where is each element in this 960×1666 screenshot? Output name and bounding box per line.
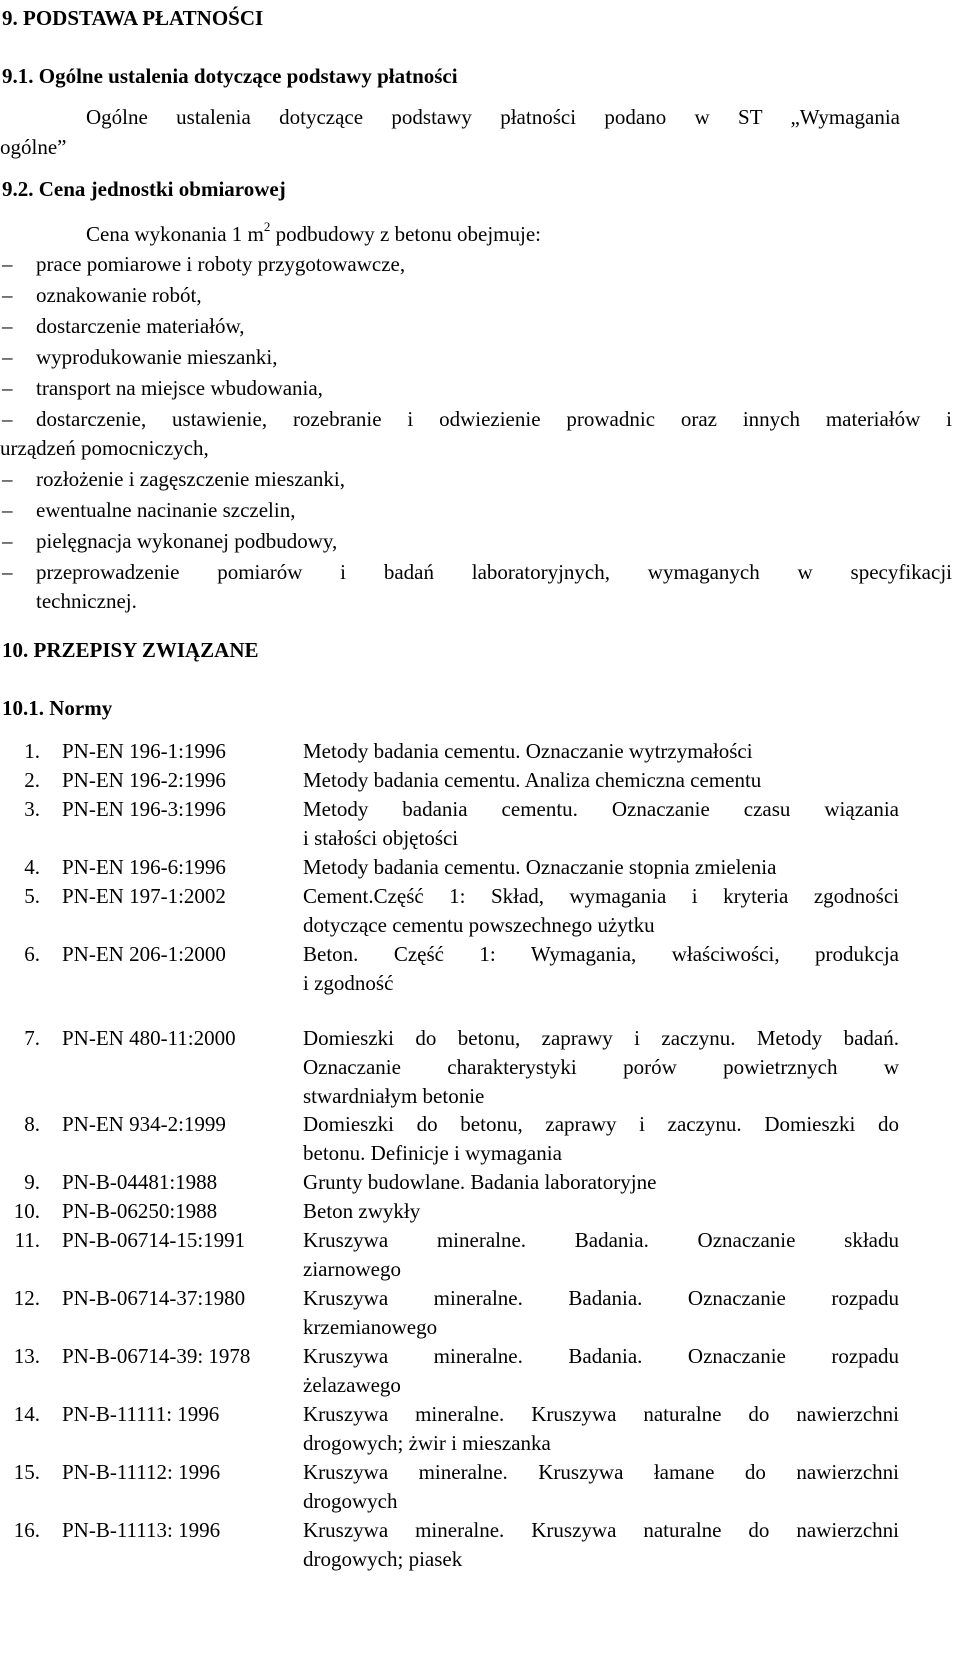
norm-description: Kruszywa mineralne. Kruszywa naturalne do nawierzchni drogowych; żwir i mieszanka [303, 1402, 899, 1455]
norm-code: PN-EN 196-3:1996 [62, 797, 226, 821]
norm-description: Grunty budowlane. Badania laboratoryjne [303, 1170, 657, 1194]
norm-number: 6. [24, 942, 40, 966]
dash-marker: – [2, 345, 13, 369]
norm-description: Domieszki do betonu, zaprawy i zaczynu. Metody badań. Oznaczanie charakterystyki porów powietrznych w stwardniałym betonie [303, 1026, 899, 1108]
norm-description: Kruszywa mineralne. Kruszywa łamane do nawierzchni drogowych [303, 1460, 899, 1513]
intro-superscript: 2 [263, 219, 271, 234]
list-item: – ewentualne nacinanie szczelin, [0, 496, 952, 525]
norm-number: 5. [24, 884, 40, 908]
list-item: – przeprowadzenie pomiarów i badań laboratoryjnych, wymaganych w specyfikacji technicznej. [2, 560, 952, 613]
norm-number: 13. [13, 1344, 40, 1368]
dash-marker: – [2, 560, 13, 584]
norm-number: 1. [24, 739, 40, 763]
list-item: – prace pomiarowe i roboty przygotowawcze, [0, 250, 952, 279]
dash-marker: – [2, 529, 13, 553]
norm-number: 4. [24, 855, 40, 879]
section-9-2-intro [86, 220, 541, 249]
norm-number: 16. [13, 1518, 40, 1542]
section-9-2-heading: 9.2. Cena jednostki obmiarowej [2, 177, 286, 201]
price-components-list [0, 250, 952, 618]
norm-code: PN-B-11111: 1996 [62, 1402, 220, 1426]
norm-code: PN-B-06714-15:1991 [62, 1228, 246, 1252]
norm-number: 12. [13, 1286, 40, 1310]
list-item: – dostarczenie, ustawienie, rozebranie i odwiezienie prowadnic oraz innych materiałów i urządzeń pomocniczych, [0, 407, 952, 460]
intro-text-pre: Cena wykonania 1 m [86, 222, 264, 246]
list-item: – transport na miejsce wbudowania, [0, 374, 952, 403]
norm-code: PN-B-06250:1988 [62, 1199, 218, 1223]
dash-marker: – [2, 314, 13, 338]
section-9-heading: 9. PODSTAWA PŁATNOŚCI [2, 6, 264, 30]
list-item: – dostarczenie materiałów, [0, 312, 952, 341]
section-9-1-text-line-2: ogólne” [0, 135, 67, 159]
norm-description: Beton. Część 1: Wymagania, właściwości, produkcja i zgodność [303, 942, 899, 995]
norm-code: PN-EN 480-11:2000 [62, 1026, 236, 1050]
norm-number: 10. [13, 1199, 40, 1223]
norm-code: PN-B-06714-39: 1978 [62, 1344, 251, 1368]
norm-code: PN-EN 206-1:2000 [62, 942, 226, 966]
norm-description: Kruszywa mineralne. Badania. Oznaczanie rozpadu krzemianowego [303, 1286, 899, 1339]
section-10-1-heading: 10.1. Normy [2, 696, 113, 720]
norm-description: Metody badania cementu. Oznaczanie stopnia zmielenia [303, 855, 777, 879]
dash-marker: – [2, 407, 13, 431]
dash-marker: – [2, 498, 13, 522]
norm-number: 8. [24, 1112, 40, 1136]
list-item: – rozłożenie i zagęszczenie mieszanki, [0, 465, 952, 494]
norm-number: 9. [24, 1170, 40, 1194]
section-10-heading: 10. PRZEPISY ZWIĄZANE [2, 638, 259, 662]
norm-code: PN-B-04481:1988 [62, 1170, 218, 1194]
dash-marker: – [2, 252, 13, 276]
intro-text-post: podbudowy z betonu obejmuje: [270, 222, 541, 246]
norm-number: 7. [24, 1026, 40, 1050]
norm-description: Metody badania cementu. Analiza chemiczna cementu [303, 768, 762, 792]
norm-code: PN-B-06714-37:1980 [62, 1286, 246, 1310]
section-9-1-text-line-1: Ogólne ustalenia dotyczące podstawy płatności podano w ST „Wymagania [86, 105, 900, 129]
norm-description: Metody badania cementu. Oznaczanie czasu wiązania i stałości objętości [303, 797, 899, 850]
norm-code: PN-EN 934-2:1999 [62, 1112, 226, 1136]
norm-code: PN-EN 196-2:1996 [62, 768, 226, 792]
dash-marker: – [2, 467, 13, 491]
norm-number: 11. [14, 1228, 40, 1252]
norm-number: 2. [24, 768, 40, 792]
norm-code: PN-EN 196-6:1996 [62, 855, 226, 879]
norm-number: 15. [13, 1460, 40, 1484]
dash-marker: – [2, 283, 13, 307]
list-item: – oznakowanie robót, [0, 281, 952, 310]
norm-number: 14. [13, 1402, 40, 1426]
norm-description: Kruszywa mineralne. Kruszywa naturalne do nawierzchni drogowych; piasek [303, 1518, 899, 1571]
norm-number: 3. [24, 797, 40, 821]
norm-description: Cement.Część 1: Skład, wymagania i kryteria zgodności dotyczące cementu powszechnego użytku [303, 884, 899, 937]
section-9-1-heading: 9.1. Ogólne ustalenia dotyczące podstawy płatności [2, 64, 458, 88]
norm-description: Kruszywa mineralne. Badania. Oznaczanie rozpadu żelazawego [303, 1344, 899, 1397]
list-item: – wyprodukowanie mieszanki, [0, 343, 952, 372]
norm-description: Domieszki do betonu, zaprawy i zaczynu. Domieszki do betonu. Definicje i wymagania [303, 1112, 899, 1165]
norm-code: PN-EN 197-1:2002 [62, 884, 226, 908]
norm-code: PN-EN 196-1:1996 [62, 739, 226, 763]
norm-description: Metody badania cementu. Oznaczanie wytrzymałości [303, 739, 753, 763]
norm-code: PN-B-11112: 1996 [62, 1460, 221, 1484]
list-item: – pielęgnacja wykonanej podbudowy, [0, 527, 952, 556]
norm-code: PN-B-11113: 1996 [62, 1518, 221, 1542]
norm-description: Kruszywa mineralne. Badania. Oznaczanie składu ziarnowego [303, 1228, 899, 1281]
dash-marker: – [2, 376, 13, 400]
norm-description: Beton zwykły [303, 1199, 421, 1223]
